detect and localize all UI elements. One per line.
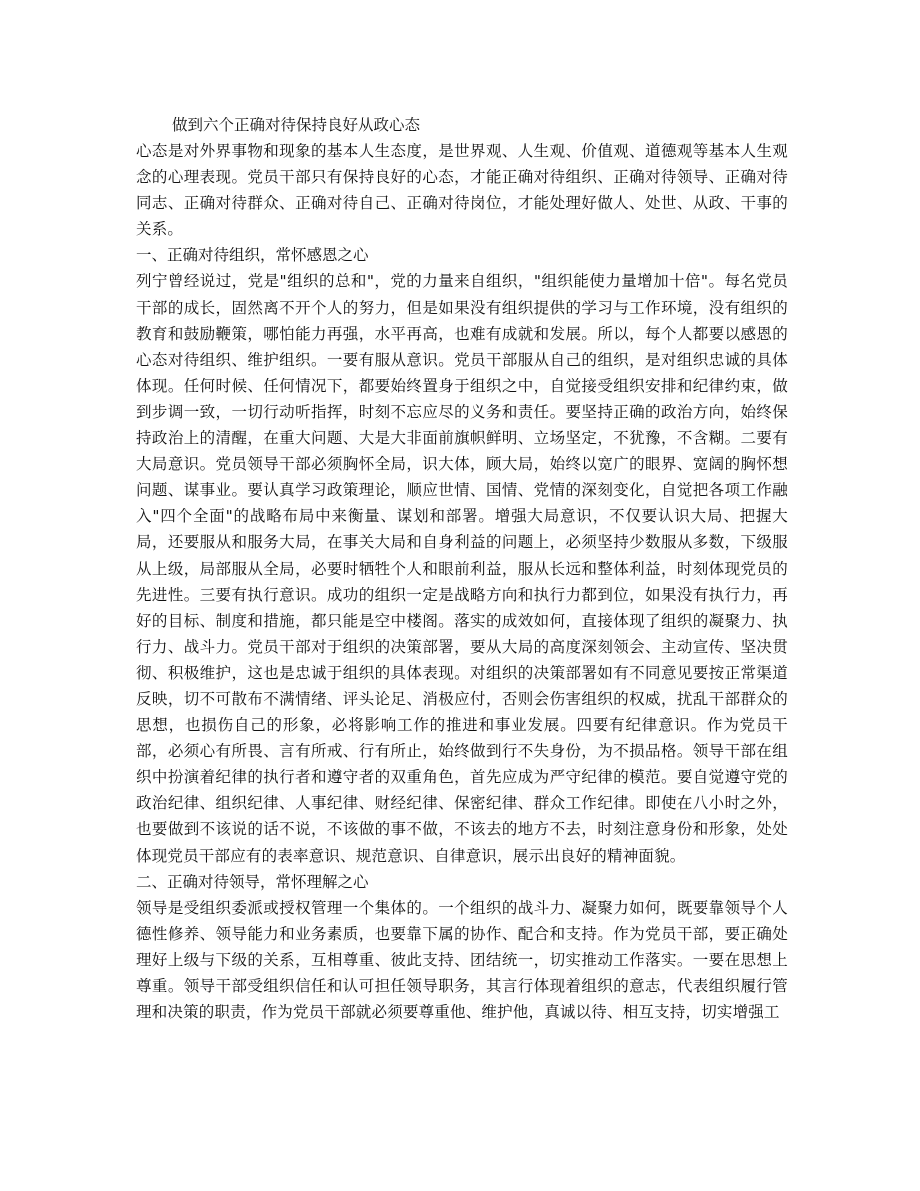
document-page bbox=[136, 112, 788, 1025]
document-title: 做到六个正确对待保持良好从政心态 bbox=[172, 116, 421, 134]
section-1-body: 列宁曾经说过，党是"组织的总和"，党的力量来自组织，"组织能使力量增加十倍"。每名党员干部的成长，固然离不开个人的努力，但是如果没有组织提供的学习与工作环境，没有组织的教育和鼓励鞭策，哪怕能力再强，水平再高，也难有成就和发展。所以，每个人都要以感恩的心态对待组织、维护组织。一要有服从意识。党员干部服从自己的组织，是对组织忠诚的具体体现。任何时候、任何情况下，都要始终置身于组织之中，自觉接受组织安排和纪律约束，做到步调一致，一切行动听指挥，时刻不忘应尽的义务和责任。要坚持正确的政治方向，始终保持政治上的清醒，在重大问题、大是大非面前旗帜鲜明、立场坚定，不犹豫，不含糊。二要有大局意识。党员领导干部必须胸怀全局，识大体，顾大局，始终以宽广的眼界、宽阔的胸怀想问题、谋事业。要认真学习政策理论，顺应世情、国情、党情的深刻变化，自觉把各项工作融入"四个全面"的战略布局中来衡量、谋划和部署。增强大局意识，不仅要认识大局、把握大局，还要服从和服务大局，在事关大局和自身利益的问题上，必须坚持少数服从多数，下级服从上级，局部服从全局，必要时牺牲个人和眼前利益，服从长远和整体利益，时刻体现党员的先进性。三要有执行意识。成功的组织一定是战略方向和执行力都到位，如果没有执行力，再好的目标、制度和措施，都只能是空中楼阁。落实的成效如何，直接体现了组织的凝聚力、执行力、战斗力。党员干部对于组织的决策部署，要从大局的高度深刻领会、主动宣传、坚决贯彻、积极维护，这也是忠诚于组织的具体表现。对组织的决策部署如有不同意见要按正常渠道反映，切不可散布不满情绪、评头论足、消极应付，否则会伤害组织的权威，扰乱干部群众的思想，也损伤自己的形象，必将影响工作的推进和事业发展。四要有纪律意识。作为党员干部，必须心有所畏、言有所戒、行有所止，始终做到行不失身份，为不损品格。领导干部在组织中扮演着纪律的执行者和遵守者的双重角色，首先应成为严守纪律的模范。要自觉遵守党的政治纪律、组织纪律、人事纪律、财经纪律、保密纪律、群众工作纪律。即使在八小时之外，也要做到不该说的话不说，不该做的事不做，不该去的地方不去，时刻注意身份和形象，处处体现党员干部应有的表率意识、规范意识、自律意识，展示出良好的精神面貌。 bbox=[136, 272, 788, 865]
intro-paragraph: 心态是对外界事物和现象的基本人生态度，是世界观、人生观、价值观、道德观等基本人生观念的心理表现。党员干部只有保持良好的心态，才能正确对待组织、正确对待领导、正确对待同志、正确对待群众、正确对待自己、正确对待岗位，才能处理好做人、处世、从政、干事的关系。 bbox=[136, 142, 788, 239]
section-2-body: 领导是受组织委派或授权管理一个集体的。一个组织的战斗力、凝聚力如何，既要靠领导个人德性修养、领导能力和业务素质，也要靠下属的协作、配合和支持。作为党员干部，要正确处理好上级与下级的关系，互相尊重、彼此支持、团结统一，切实推动工作落实。一要在思想上尊重。领导干部受组织信任和认可担任领导职务，其言行体现着组织的意志，代表组织履行管理和决策的职责，作为党员干部就必须要尊重他、维护他，真诚以待、相互支持，切实增强工 bbox=[136, 898, 788, 1022]
section-1-heading: 一、正确对待组织，常怀感恩之心 bbox=[136, 246, 369, 265]
section-2-heading: 二、正确对待领导，常怀理解之心 bbox=[136, 872, 369, 891]
